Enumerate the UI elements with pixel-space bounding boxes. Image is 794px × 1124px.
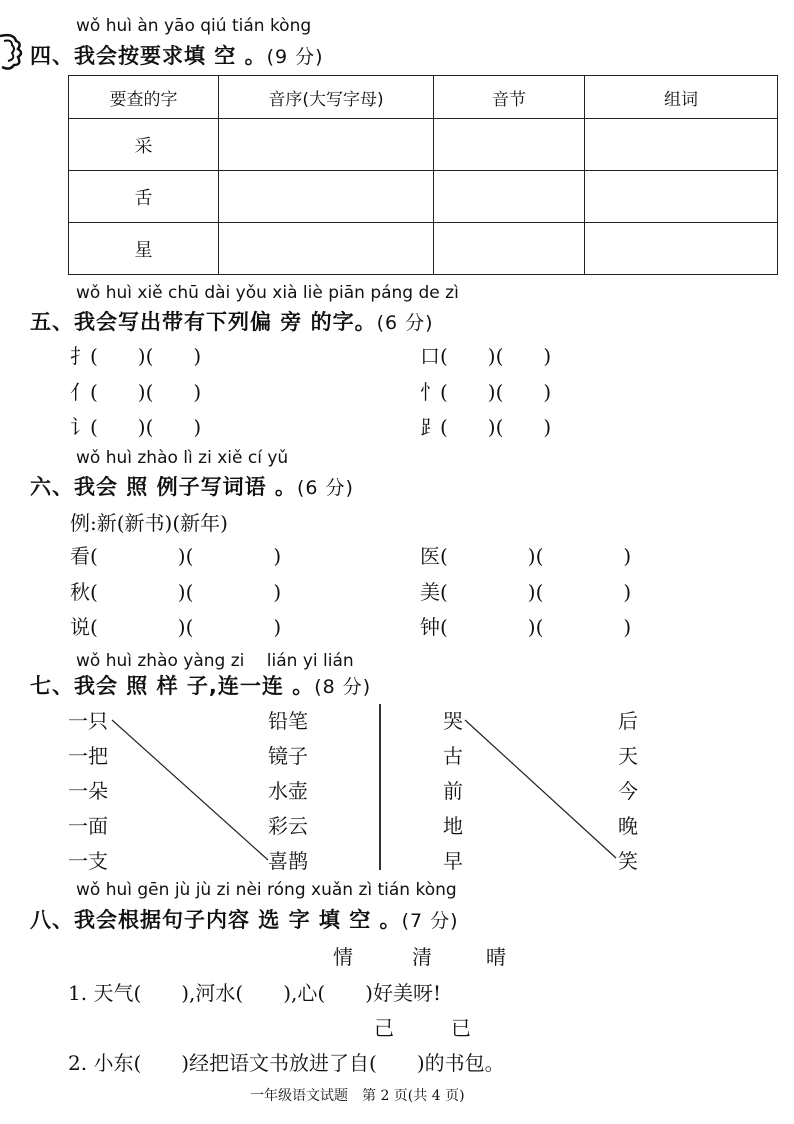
q4-title-text: 四、我会按要求填 空 。 <box>30 44 267 68</box>
q7-measure-word[interactable]: 一只 <box>68 709 108 733</box>
q7-antonym-right[interactable]: 今 <box>618 779 638 803</box>
q8-sentence-2[interactable]: 2. 小东( )经把语文书放进了自( )的书包。 <box>68 1051 505 1075</box>
q5-title-text: 五、我会写出带有下列偏 旁 的字。 <box>30 310 377 334</box>
q4-header-words: 组词 <box>585 76 778 119</box>
q6-right-item[interactable]: 美( )( ) <box>420 580 632 604</box>
q8-choice: 己 <box>374 1016 394 1040</box>
q4-row-char: 舌 <box>69 171 219 223</box>
q6-title-text: 六、我会 照 例子写词语 。 <box>30 475 297 499</box>
q8-choice: 晴 <box>486 945 506 969</box>
q5-right-item[interactable]: ⻊( )( ) <box>420 415 552 439</box>
q7-antonym-left[interactable]: 早 <box>443 849 463 873</box>
q6-score: (6 分) <box>296 477 354 499</box>
q6-left-item[interactable]: 说( )( ) <box>70 615 282 639</box>
q4-header-syllable: 音节 <box>434 76 585 119</box>
q8-choice: 清 <box>412 945 432 969</box>
q7-measure-word[interactable]: 一支 <box>68 849 108 873</box>
q4-score: (9 分) <box>266 46 324 68</box>
page-footer: 一年级语文试题 第 2 页(共 4 页) <box>250 1088 465 1104</box>
q7-score: (8 分) <box>314 676 372 698</box>
q7-antonym-left[interactable]: 哭 <box>443 709 463 733</box>
q4-header-char: 要查的字 <box>69 76 219 119</box>
q5-left-item[interactable]: 扌( )( ) <box>70 344 202 368</box>
q8-score: (7 分) <box>401 910 459 932</box>
q5-left-item[interactable]: 亻( )( ) <box>70 380 202 404</box>
q7-antonym-right[interactable]: 后 <box>618 709 638 733</box>
q6-example: 例:新(新书)(新年) <box>70 511 228 535</box>
q7-noun[interactable]: 喜鹊 <box>268 849 308 873</box>
q5-pinyin: wǒ huì xiě chū dài yǒu xià liè piān páng de zì <box>76 283 459 303</box>
q4-row-char: 星 <box>69 223 219 275</box>
q8-choice: 已 <box>451 1016 471 1040</box>
q7-measure-word[interactable]: 一面 <box>68 814 108 838</box>
q6-left-item[interactable]: 看( )( ) <box>70 544 282 568</box>
q7-antonym-left[interactable]: 前 <box>443 779 463 803</box>
q7-noun[interactable]: 铅笔 <box>268 709 308 733</box>
q6-right-item[interactable]: 医( )( ) <box>420 544 632 568</box>
q5-right-item[interactable]: 口( )( ) <box>420 344 552 368</box>
q7-measure-word[interactable]: 一朵 <box>68 779 108 803</box>
q7-title-text: 七、我会 照 样 子,连一连 。 <box>30 674 315 698</box>
q8-sentence-1[interactable]: 1. 天气( ),河水( ),心( )好美呀! <box>68 981 442 1005</box>
q4-header-order: 音序(大写字母) <box>219 76 434 119</box>
q7-antonym-right[interactable]: 笑 <box>618 849 638 873</box>
q7-noun[interactable]: 彩云 <box>268 814 308 838</box>
q6-left-item[interactable]: 秋( )( ) <box>70 580 282 604</box>
q5-score: (6 分) <box>376 312 434 334</box>
q7-measure-word[interactable]: 一把 <box>68 744 108 768</box>
q7-noun[interactable]: 镜子 <box>268 744 308 768</box>
q7-antonym-left[interactable]: 古 <box>443 744 463 768</box>
q7-pinyin: wǒ huì zhào yàng zi lián yi lián <box>76 651 354 671</box>
q8-title <box>30 904 459 934</box>
q4-pinyin: wǒ huì àn yāo qiú tián kòng <box>76 16 312 36</box>
q6-right-item[interactable]: 钟( )( ) <box>420 615 632 639</box>
q4-row-char: 采 <box>69 119 219 171</box>
q8-title-text: 八、我会根据句子内容 选 字 填 空 。 <box>30 908 402 932</box>
q7-antonym-left[interactable]: 地 <box>443 814 463 838</box>
q7-antonym-right[interactable]: 天 <box>618 744 638 768</box>
q8-pinyin: wǒ huì gēn jù jù zi nèi róng xuǎn zì tián kòng <box>76 880 457 900</box>
q5-right-item[interactable]: 忄( )( ) <box>420 380 552 404</box>
q7-antonym-right[interactable]: 晚 <box>618 814 638 838</box>
q5-left-item[interactable]: 讠( )( ) <box>70 415 202 439</box>
q7-noun[interactable]: 水壶 <box>268 779 308 803</box>
q6-pinyin: wǒ huì zhào lì zi xiě cí yǔ <box>76 448 289 468</box>
q8-choice: 情 <box>333 945 353 969</box>
